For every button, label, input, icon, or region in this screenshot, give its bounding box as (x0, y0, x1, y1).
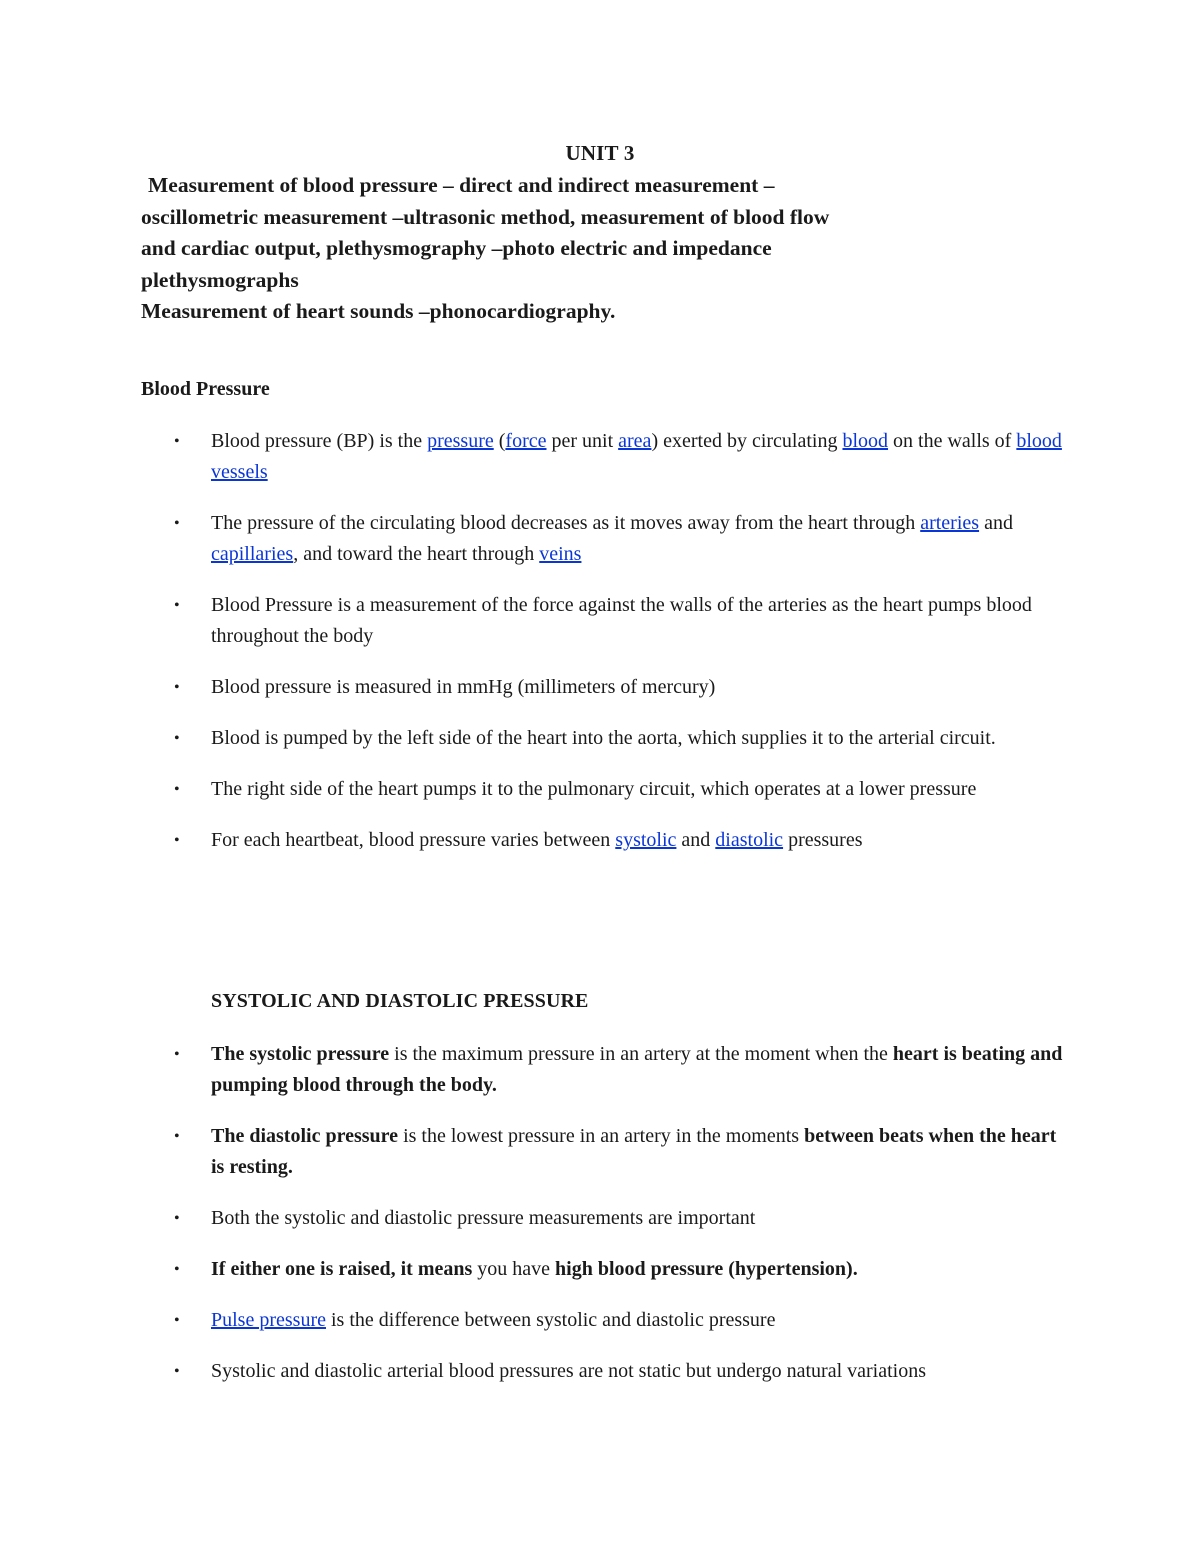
link-arteries[interactable]: arteries (920, 512, 980, 534)
item-text: is the lowest pressure in an artery in the moments (398, 1125, 805, 1147)
link-force[interactable]: force (505, 430, 547, 452)
list-item (0, 1254, 1200, 1285)
list-item (0, 426, 1200, 488)
item-text: on the walls of (888, 430, 1017, 452)
syllabus-line: Measurement of heart sounds –phonocardiography. (141, 299, 616, 323)
item-text: you have (472, 1258, 556, 1280)
item-text: Systolic and diastolic arterial blood pressures are not static but undergo natural variations (211, 1360, 926, 1382)
item-text: ) exerted by circulating (651, 430, 843, 452)
link-blood[interactable]: blood (842, 430, 889, 452)
item-text: Blood Pressure is a measurement of the force against the walls of the arteries as the heart pumps blood throughout the body (211, 594, 1032, 647)
item-bold-text: heart is beating and pumping blood through the body. (211, 1043, 1063, 1096)
systolic-diastolic-list (0, 1039, 1200, 1407)
syllabus-line: oscillometric measurement –ultrasonic method, measurement of blood flow (141, 204, 830, 229)
bullet-icon: • (174, 1312, 180, 1329)
bullet-icon: • (174, 679, 180, 696)
list-item (0, 723, 1200, 754)
item-text: , and toward the heart through (293, 543, 540, 565)
link-area[interactable]: area (618, 430, 652, 452)
link-pressure[interactable]: pressure (427, 430, 494, 452)
bullet-icon: • (174, 1210, 180, 1227)
syllabus-line: plethysmographs (141, 267, 299, 292)
item-text: The right side of the heart pumps it to the pulmonary circuit, which operates at a lower pressure (211, 778, 977, 800)
bullet-icon: • (174, 832, 180, 849)
bullet-icon: • (174, 1128, 180, 1145)
list-item (0, 1356, 1200, 1387)
item-text: and (676, 829, 716, 851)
blood-pressure-list (0, 426, 1200, 876)
list-item (0, 672, 1200, 703)
link-systolic[interactable]: systolic (615, 829, 677, 851)
syllabus-block (141, 170, 1041, 328)
list-item (0, 1121, 1200, 1183)
item-bold-text: If either one is raised, it means (211, 1258, 473, 1280)
bullet-icon: • (174, 1046, 180, 1063)
bullet-icon: • (174, 515, 180, 532)
item-text: per unit (546, 430, 619, 452)
list-item (0, 508, 1200, 570)
bullet-icon: • (174, 781, 180, 798)
item-text: and (979, 512, 1013, 534)
bullet-icon: • (174, 597, 180, 614)
list-item (0, 774, 1200, 805)
unit-title: UNIT 3 (565, 141, 635, 165)
item-text: The pressure of the circulating blood decreases as it moves away from the heart through (211, 512, 921, 534)
list-item (0, 590, 1200, 652)
list-item (0, 1039, 1200, 1101)
list-item (0, 825, 1200, 856)
item-text: Blood pressure (BP) is the (211, 430, 428, 452)
link-diastolic[interactable]: diastolic (715, 829, 784, 851)
item-text: Blood is pumped by the left side of the heart into the aorta, which supplies it to the arterial circuit. (211, 727, 996, 749)
blood-pressure-heading: Blood Pressure (141, 378, 270, 400)
item-bold-text: high blood pressure (hypertension). (555, 1258, 858, 1280)
link-veins[interactable]: veins (539, 543, 582, 565)
item-text: Both the systolic and diastolic pressure measurements are important (211, 1207, 756, 1229)
item-bold-text: The diastolic pressure (211, 1125, 399, 1147)
syllabus-line: and cardiac output, plethysmography –photo electric and impedance (141, 236, 772, 260)
item-text: For each heartbeat, blood pressure varies between (211, 829, 616, 851)
link-pulse-pressure[interactable]: Pulse pressure (211, 1309, 326, 1331)
link-blood-vessels[interactable]: blood vessels (211, 430, 1062, 483)
item-text: pressures (783, 829, 863, 851)
item-bold-text: between beats when the heart is resting. (211, 1125, 1057, 1178)
syllabus-line: Measurement of blood pressure – direct and indirect measurement – (148, 173, 775, 197)
systolic-diastolic-heading: SYSTOLIC AND DIASTOLIC PRESSURE (211, 990, 589, 1012)
list-item (0, 1203, 1200, 1234)
item-text: Blood pressure is measured in mmHg (millimeters of mercury) (211, 676, 716, 698)
bullet-icon: • (174, 1363, 180, 1380)
item-bold-text: The systolic pressure (211, 1043, 390, 1065)
bullet-icon: • (174, 433, 180, 450)
bullet-icon: • (174, 730, 180, 747)
item-text: is the difference between systolic and diastolic pressure (325, 1309, 776, 1331)
link-capillaries[interactable]: capillaries (211, 543, 294, 565)
list-item (0, 1305, 1200, 1336)
item-text: is the maximum pressure in an artery at the moment when the (389, 1043, 893, 1065)
item-text: ( (493, 430, 506, 452)
bullet-icon: • (174, 1261, 180, 1278)
